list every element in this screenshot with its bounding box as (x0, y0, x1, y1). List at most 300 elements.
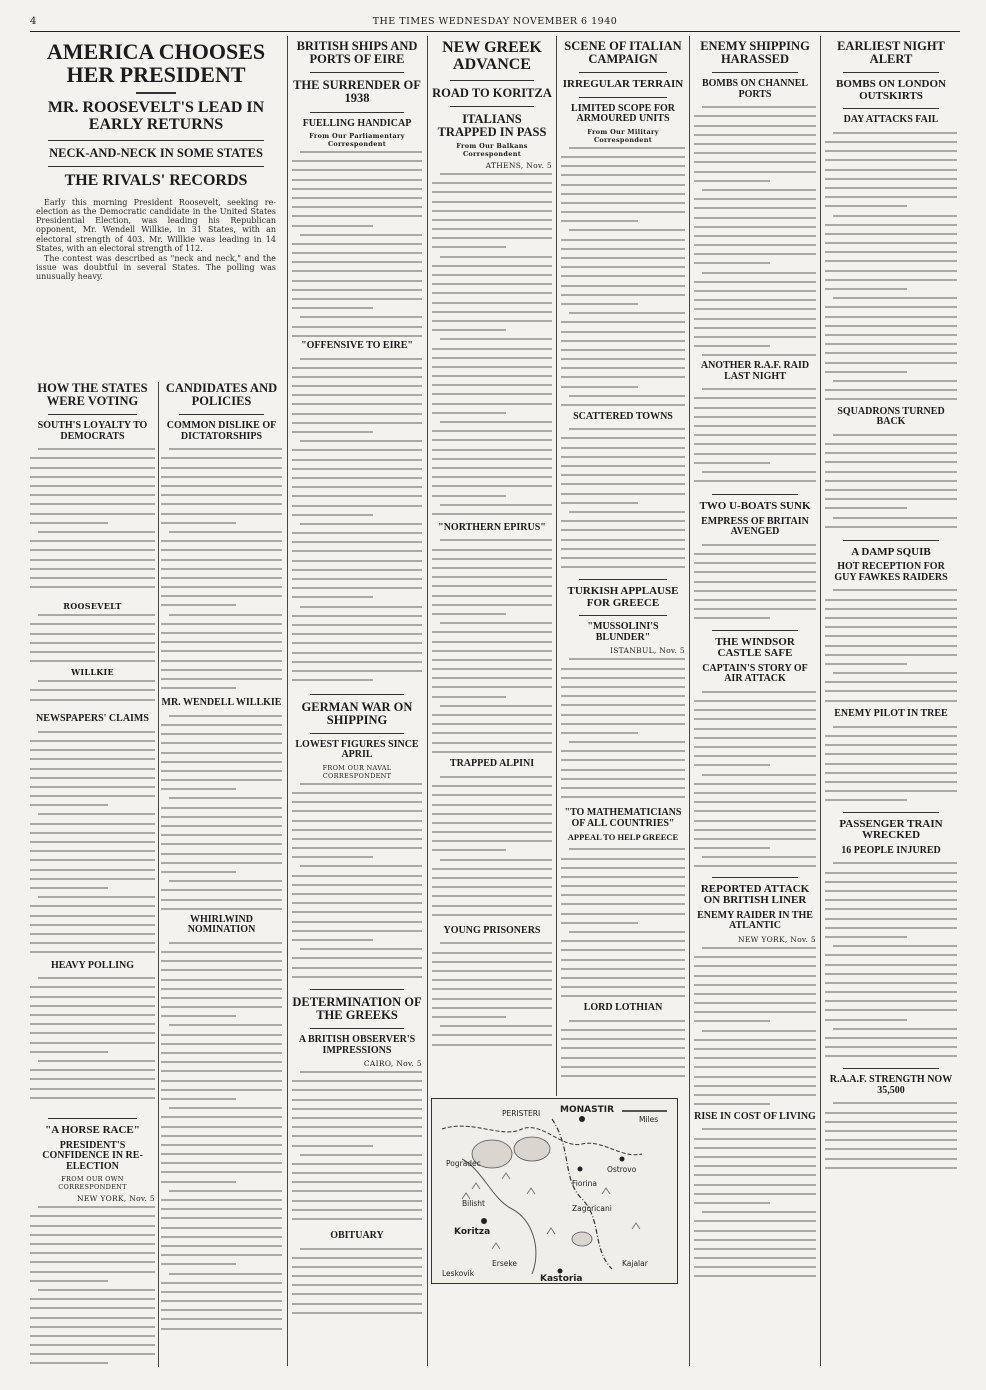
dateline: NEW YORK, Nov. 5 (76, 1194, 155, 1204)
text-line (161, 623, 282, 625)
text-line (292, 1172, 422, 1174)
byline: From Our Balkans Correspondent (456, 141, 528, 158)
text-line (292, 188, 422, 190)
text-line (292, 820, 422, 822)
text-line (825, 371, 907, 373)
lead-paragraph: The contest was described as "neck and neck," and the issue was doubtful in several States. The polling was unusually heavy. (36, 253, 276, 282)
text-line (825, 753, 957, 755)
text-line (694, 746, 816, 748)
column-rule (820, 36, 821, 1366)
lake-prespa (514, 1137, 550, 1161)
text-line (292, 930, 422, 932)
text-line (169, 1107, 282, 1109)
text-line (432, 366, 552, 368)
text-line (694, 244, 816, 246)
divider (310, 72, 404, 73)
text-line (292, 893, 422, 895)
text-line (38, 680, 155, 682)
text-line (432, 914, 552, 916)
text-line (694, 617, 770, 619)
text-line (561, 202, 685, 204)
text-line (561, 529, 685, 531)
text-line (292, 160, 422, 162)
text-line (161, 1052, 282, 1054)
divider (450, 80, 534, 81)
text-line (561, 557, 685, 559)
text-line (161, 871, 236, 873)
text-line (30, 887, 108, 889)
text-line (292, 1209, 422, 1211)
text-line (30, 699, 155, 701)
text-line (569, 1020, 685, 1022)
text-line (30, 924, 155, 926)
mountain-symbols (462, 1173, 640, 1249)
text-line (694, 198, 816, 200)
byline: From Our Parliamentary Correspondent (309, 132, 405, 148)
text-line (30, 642, 155, 644)
divider (843, 108, 939, 109)
text-line (169, 1190, 282, 1192)
text-line (694, 838, 816, 840)
text-line (30, 942, 155, 944)
text-line (833, 862, 957, 864)
text-line (825, 270, 957, 272)
text-line (30, 476, 155, 478)
divider (579, 615, 667, 616)
byline: FROM OUR NAVAL CORRESPONDENT (322, 763, 392, 780)
text-line (702, 1030, 816, 1032)
text-line (702, 1211, 816, 1213)
text-line (30, 1051, 108, 1053)
text-line (694, 345, 770, 347)
text-line (825, 654, 957, 656)
text-line (702, 774, 816, 776)
text-line (694, 134, 816, 136)
text-line (161, 1116, 282, 1118)
text-line (161, 1236, 282, 1238)
divider (843, 812, 939, 813)
headline: THE WINDSOR CASTLE SAFE (715, 635, 795, 660)
text-line (292, 1145, 373, 1147)
text-line (694, 1239, 816, 1241)
text-line (161, 1126, 282, 1128)
text-line (702, 354, 816, 356)
text-line (694, 462, 770, 464)
text-line (561, 968, 685, 970)
text-line (833, 132, 957, 134)
headline: REPORTED ATTACK ON BRITISH LINER (700, 882, 810, 907)
text-line (38, 896, 155, 898)
body-text-block (432, 776, 552, 926)
divider (179, 414, 264, 415)
text-line (292, 385, 422, 387)
text-line (38, 1206, 155, 1208)
text-line (432, 794, 552, 796)
divider (712, 877, 798, 878)
text-line (825, 461, 957, 463)
text-line (432, 668, 552, 670)
text-line (432, 430, 552, 432)
text-line (30, 1344, 155, 1346)
text-line (694, 1011, 816, 1013)
map-label: Fiorina (572, 1179, 597, 1188)
divider (712, 72, 798, 73)
masthead (30, 12, 960, 32)
text-line (30, 804, 108, 806)
headline: BRITISH SHIPS AND PORTS OF EIRE (296, 39, 418, 67)
text-line (694, 1220, 816, 1222)
headline: PRESIDENT'S CONFIDENCE IN RE-ELECTION (42, 1139, 143, 1172)
text-line (694, 115, 816, 117)
text-line (161, 1227, 282, 1229)
text-line (825, 150, 957, 152)
text-line (292, 550, 422, 552)
text-line (694, 599, 816, 601)
text-line (694, 1174, 816, 1176)
text-line (292, 578, 422, 580)
text-line (30, 841, 155, 843)
text-line (292, 326, 422, 328)
text-line (561, 465, 685, 467)
divider (843, 72, 939, 73)
text-line (694, 728, 816, 730)
text-line (825, 260, 957, 262)
text-line (561, 349, 685, 351)
text-line (30, 633, 155, 635)
text-line (569, 147, 685, 149)
text-line (161, 1162, 282, 1164)
text-line (825, 599, 957, 601)
text-line (432, 979, 552, 981)
text-line (30, 522, 108, 524)
text-line (161, 788, 236, 790)
text-line (30, 749, 155, 751)
text-line (292, 541, 422, 543)
map-label: Leskovik (442, 1269, 475, 1278)
text-line (561, 668, 685, 670)
text-line (292, 1293, 422, 1295)
column-rule (689, 36, 690, 1366)
text-line (825, 242, 957, 244)
divider (48, 414, 137, 415)
text-line (561, 867, 685, 869)
text-line (169, 797, 282, 799)
text-line (569, 658, 685, 660)
text-line (561, 677, 685, 679)
text-line (432, 246, 506, 248)
text-line (169, 448, 282, 450)
text-line (30, 457, 155, 459)
body-text-block (825, 589, 957, 709)
text-line (292, 829, 422, 831)
text-line (825, 1158, 957, 1160)
text-line (161, 843, 282, 845)
text-line (825, 608, 957, 610)
text-line (825, 881, 957, 883)
text-line (694, 1202, 770, 1204)
text-line (694, 965, 816, 967)
text-line (825, 790, 957, 792)
divider (310, 694, 404, 695)
text-line (694, 453, 816, 455)
text-line (561, 704, 685, 706)
text-line (432, 585, 552, 587)
map-drawing (432, 1099, 678, 1284)
map-label: Zagoricani (572, 1204, 612, 1213)
text-line (161, 494, 282, 496)
body-text-block (432, 539, 552, 759)
text-line (694, 1057, 816, 1059)
text-line (161, 853, 282, 855)
headline: IRREGULAR TERRAIN (562, 78, 684, 91)
text-line (161, 951, 282, 953)
body-text-block (694, 388, 816, 488)
text-line (161, 457, 282, 459)
text-line (825, 498, 957, 500)
body-text-block (694, 544, 816, 624)
text-line (694, 425, 816, 427)
body-text-block (694, 947, 816, 1112)
article-america-election (30, 36, 282, 1366)
body-text-block (161, 715, 282, 915)
text-line (30, 1032, 155, 1034)
text-line (694, 829, 816, 831)
body-text-block (161, 942, 282, 1342)
text-line (161, 825, 282, 827)
text-line (694, 1039, 816, 1041)
text-line (30, 1225, 155, 1227)
text-line (161, 687, 236, 689)
headline: EARLIEST NIGHT ALERT (837, 39, 945, 67)
text-line (694, 993, 816, 995)
text-line (432, 732, 552, 734)
text-line (292, 652, 422, 654)
text-line (694, 1066, 816, 1068)
text-line (561, 769, 685, 771)
body-text-block (825, 726, 957, 806)
text-line (561, 885, 685, 887)
text-line (292, 486, 422, 488)
text-line (432, 458, 552, 460)
text-line (30, 494, 155, 496)
text-line (292, 1108, 422, 1110)
text-line (825, 918, 957, 920)
text-line (561, 404, 685, 406)
headline: DAY ATTACKS FAIL (843, 114, 939, 126)
text-line (825, 507, 907, 509)
text-line (825, 1055, 957, 1057)
text-line (161, 779, 282, 781)
text-line (694, 207, 816, 209)
text-line (432, 650, 552, 652)
text-line (30, 1023, 155, 1025)
text-line (694, 1085, 816, 1087)
body-text-block (30, 731, 155, 961)
headline: HEAVY POLLING (50, 959, 135, 971)
text-line (440, 942, 552, 944)
text-line (825, 772, 957, 774)
text-line (694, 262, 770, 264)
text-line (30, 503, 155, 505)
text-line (30, 1078, 155, 1080)
text-line (432, 613, 506, 615)
text-line (569, 848, 685, 850)
text-line (432, 631, 552, 633)
text-line (432, 1007, 552, 1009)
body-text-block (561, 1020, 685, 1080)
headline: ENEMY PILOT IN TREE (834, 708, 948, 720)
text-line (694, 235, 816, 237)
text-line (825, 362, 957, 364)
text-line (825, 224, 957, 226)
text-line (825, 908, 957, 910)
text-line (292, 560, 422, 562)
text-line (432, 467, 552, 469)
text-line (432, 970, 552, 972)
text-line (561, 548, 685, 550)
text-line (825, 316, 957, 318)
text-line (161, 1043, 282, 1045)
text-line (694, 755, 816, 757)
text-line (694, 1147, 816, 1149)
page-number: 4 (30, 16, 37, 27)
text-line (432, 357, 552, 359)
text-line (694, 152, 816, 154)
headline: ANOTHER R.A.F. RAID LAST NIGHT (700, 360, 810, 382)
text-line (569, 511, 685, 513)
text-line (161, 513, 282, 515)
text-line (561, 303, 638, 305)
text-line (292, 1190, 422, 1192)
text-line (561, 386, 638, 388)
body-text-block (694, 691, 816, 871)
text-line (561, 285, 685, 287)
text-line (30, 540, 155, 542)
text-line (161, 1199, 282, 1201)
headline: BOMBS ON LONDON OUTSKIRTS (835, 78, 946, 102)
text-line (694, 1230, 816, 1232)
text-line (561, 539, 685, 541)
text-line (161, 632, 282, 634)
text-line (292, 431, 373, 433)
text-line (440, 1025, 552, 1027)
text-line (432, 219, 552, 221)
text-line (161, 988, 282, 990)
text-line (833, 380, 957, 382)
text-line (292, 847, 422, 849)
text-line (561, 1029, 685, 1031)
text-line (432, 182, 552, 184)
text-line (694, 397, 816, 399)
headline: OBITUARY (330, 1230, 384, 1241)
text-line (694, 336, 816, 338)
headline: HOT RECEPTION FOR GUY FAWKES RAIDERS (834, 561, 948, 583)
text-line (432, 495, 506, 497)
text-line (561, 723, 685, 725)
text-line (432, 1034, 552, 1036)
text-line (825, 1167, 957, 1169)
map-label: Erseke (492, 1259, 518, 1268)
text-line (292, 856, 373, 858)
text-line (561, 714, 685, 716)
text-line (292, 1181, 422, 1183)
headline: WHIRLWIND NOMINATION (187, 913, 256, 936)
text-line (432, 576, 552, 578)
text-line (169, 715, 282, 717)
text-line (694, 416, 816, 418)
divider (450, 106, 534, 107)
text-line (161, 540, 282, 542)
divider (843, 540, 939, 541)
text-line (161, 549, 282, 551)
text-line (702, 106, 816, 108)
article-night-alert (825, 36, 957, 1366)
text-line (30, 758, 155, 760)
text-line (292, 569, 422, 571)
text-line (833, 215, 957, 217)
text-line (694, 571, 816, 573)
text-line (825, 781, 957, 783)
headline: ROAD TO KORITZA (432, 85, 552, 100)
text-line (561, 686, 685, 688)
text-line (292, 670, 422, 672)
text-line (161, 761, 282, 763)
text-line (825, 471, 957, 473)
text-line (561, 796, 685, 798)
headline: NEWSPAPERS' CLAIMS (36, 713, 149, 725)
sub-article-states (30, 382, 155, 1366)
text-line (30, 660, 155, 662)
text-line (292, 596, 373, 598)
headline: SCATTERED TOWNS (573, 410, 673, 422)
text-line (292, 505, 422, 507)
text-line (169, 942, 282, 944)
text-line (561, 502, 638, 504)
text-line (432, 998, 552, 1000)
text-line (694, 443, 816, 445)
body-text-block (825, 434, 957, 534)
text-line (292, 367, 422, 369)
text-line (432, 877, 552, 879)
text-line (432, 412, 506, 414)
text-line (694, 810, 816, 812)
text-line (30, 823, 155, 825)
headline: MR. WENDELL WILLKIE (161, 697, 282, 709)
text-line (561, 913, 685, 915)
text-line (561, 732, 638, 734)
text-line (825, 159, 957, 161)
text-line (292, 642, 422, 644)
text-line (825, 187, 957, 189)
text-line (825, 982, 957, 984)
map-label: Ostrovo (607, 1165, 637, 1174)
divider (48, 140, 264, 141)
text-line (292, 661, 422, 663)
text-line (694, 1165, 816, 1167)
text-line (694, 581, 816, 583)
text-line (30, 986, 155, 988)
text-line (161, 1061, 282, 1063)
text-line (292, 1303, 422, 1305)
text-line (161, 1328, 282, 1330)
text-line (825, 1121, 957, 1123)
body-text-block (825, 1102, 957, 1172)
text-line (432, 302, 552, 304)
headline: THE RIVALS' RECORDS (64, 171, 248, 189)
text-line (30, 549, 155, 551)
text-line (825, 872, 957, 874)
headline: HOW THE STATES WERE VOTING (37, 382, 148, 409)
